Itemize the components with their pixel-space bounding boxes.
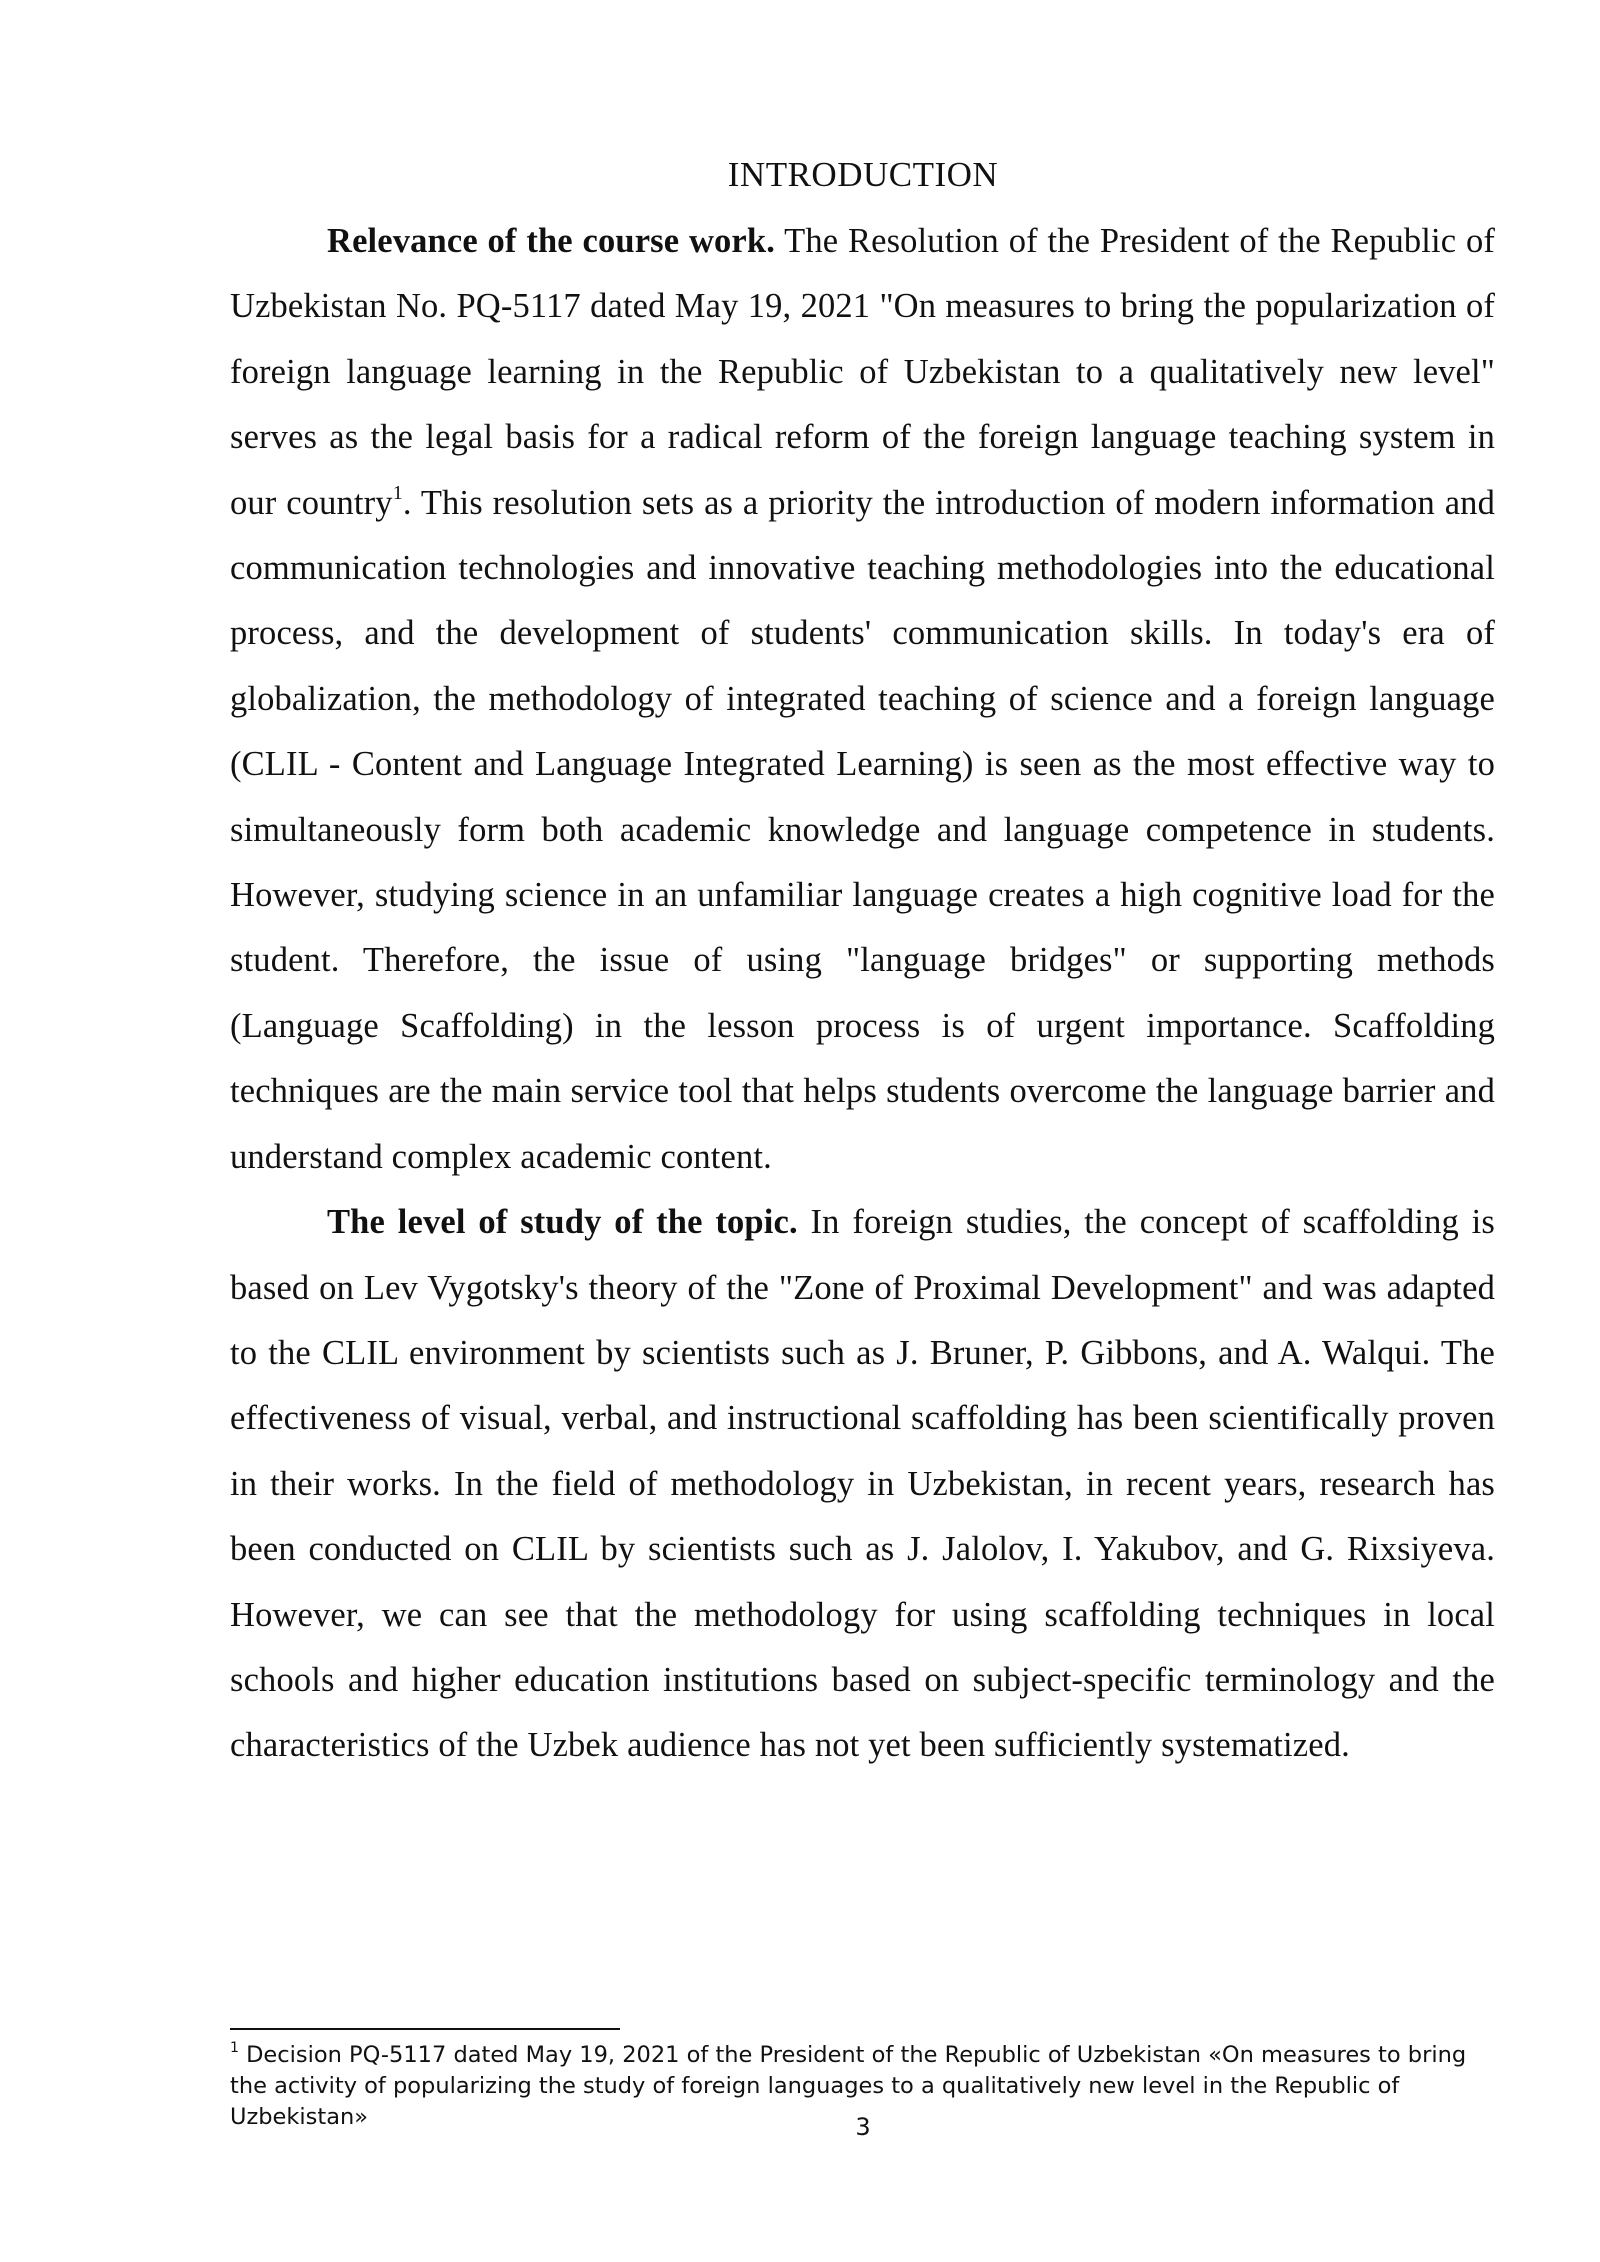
footnote-text: Decision PQ-5117 dated May 19, 2021 of the President of the Republic of Uzbekistan «On measures to bring the activity of popularizing the study of foreign languages to a qualitatively new level in the Republic of Uzbekistan»: [230, 2042, 1467, 2130]
paragraph-text-relevance-part1: The Resolution of the President of the Republic of Uzbekistan No. PQ-5117 dated May 19, 2021 "On measures to bring the popularization of foreign language learning in the Republic of Uzbekistan to a qualitatively new level" serves as the legal basis for a radical reform of the foreign language teaching system in our country: [230, 222, 1496, 522]
page-number: 3: [855, 2113, 871, 2141]
paragraph-lead-level-of-study: The level of study of the topic.: [327, 1203, 798, 1242]
footnote-reference[interactable]: 1: [392, 481, 403, 504]
section-heading: INTRODUCTION: [727, 155, 999, 194]
paragraph-text-relevance-part2: . This resolution sets as a priority the introduction of modern information and communication technologies and innovative teaching methodologies into the educational process, and the development of students' communication skills. In today's era of globalization, the methodology of integrated teaching of science and a foreign language (CLIL - Content and Language Integrated Learning) is seen as the most effective way to simultaneously form both academic knowledge and language competence in students. However, studying science in an unfamiliar language creates a high cognitive load for the student. Therefore, the issue of using "language bridges" or supporting methods (Language Scaffolding) in the lesson process is of urgent importance. Scaffolding techniques are the main service tool that helps students overcome the language barrier and understand complex academic content.: [230, 483, 1495, 1176]
body-text: [230, 209, 1495, 1779]
paragraph-relevance: [230, 209, 1495, 1190]
paragraph-level-of-study: [230, 1190, 1495, 1779]
paragraph-lead-relevance: Relevance of the course work.: [327, 222, 775, 260]
footnote-separator: [230, 2028, 620, 2030]
paragraph-text-level-of-study: In foreign studies, the concept of scaffolding is based on Lev Vygotsky's theory of the "Zone of Proximal Development" and was adapted to the CLIL environment by scientists such as J. Bruner, P. Gibbons, and A. Walqui. The effectiveness of visual, verbal, and instructional scaffolding has been scientifically proven in their works. In the field of methodology in Uzbekistan, in recent years, research has been conducted on CLIL by scientists such as J. Jalolov, I. Yakubov, and G. Rixsiyeva. However, we can see that the methodology for using scaffolding techniques in local schools and higher education institutions based on subject-specific terminology and the characteristics of the Uzbek audience has not yet been sufficiently systematized.: [230, 1203, 1495, 1765]
footnote-number: 1: [230, 2040, 239, 2056]
